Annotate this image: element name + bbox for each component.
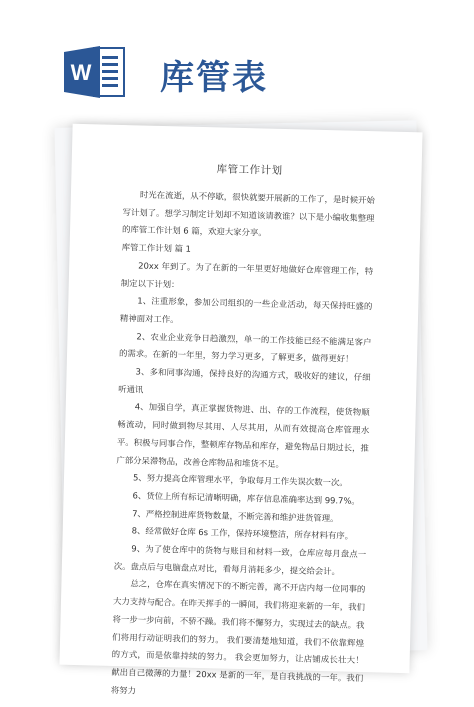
document-page [59,124,422,696]
paragraph: 时光在流逝，从不停歇，很快就要开展新的工作了，是时候开始写计划了。想学习制定计划却不知道该请教谁？以下是小编收集整理的库管工作计划 6 篇，欢迎大家分享。 [121,189,376,238]
paragraph: 1、注重形象，参加公司组织的一些企业活动，每天保持旺盛的精神面对工作。 [119,295,373,325]
header [0,0,474,112]
paragraph: 20xx 年到了。为了在新的一年里更好地做好仓库管理工作，特制定以下计划： [120,260,374,289]
paragraph: 5、努力提高仓库管理水平，争取每月工作失误次数一次。 [132,472,348,488]
paragraph: 8、经常做好仓库 6s 工作，保持环境整洁，所存材料有序。 [131,525,354,542]
page-title: 库管工作计划 [216,163,283,177]
section-heading: 库管工作计划 篇 1 [121,242,192,254]
paragraph: 6、货位上所有标记清晰明确，库存信息准确率达到 99.7%。 [132,490,360,506]
paragraph: 总之，仓库在真实情况下的不断完善，离不开店内每一位同事的大力支持与配合。在昨天挥手的一瞬间，我们将迎来新的一年，我们将一步一步向前，不骄不躁。我们将不懈努力，实现过去的缺点。我们将用行动证明我们的努力。 我们要清楚地知道，我们不依靠辉煌的方式，而是依靠持续的努力。 我会更加努力，让店铺成长壮大！ 献出自己微薄的力量！20xx 是新的一年，是自我挑战的一年。我们将努力 [110,578,366,696]
paragraph: 3、多和同事沟通，保持良好的沟通方式，吸收好的建议，仔细听通讯 [118,366,371,395]
paragraph: 2、农业企业竞争日趋激烈，单一的工作技能已经不能满足客户的需求。在新的一年里，努力学习更多，了解更多，做得更好！ [118,331,372,365]
paragraph: 4、加强自学，真正掌握货物进、出、存的工作流程，使货物顺畅流动，同时做到物尽其用、人尽其用，从而有效提高仓库管理水平。积极与同事合作，整顿库存物品和库存，避免物品日期过长，推广部分呆滞物品，改善仓库物品和堆货不足。 [116,401,370,469]
svg-text:W: W [70,60,92,85]
paragraph: 9、为了使仓库中的货物与账目和材料一致，仓库应每月盘点一次。盘点后与电脑盘点对比，看每月消耗多少，提交给会计。 [113,543,367,577]
document-title: 库管表 [160,58,268,98]
word-document-icon [64,44,126,100]
paragraph: 7、严格控制进库货物数量，不断完善和维护进货管理。 [132,508,339,524]
